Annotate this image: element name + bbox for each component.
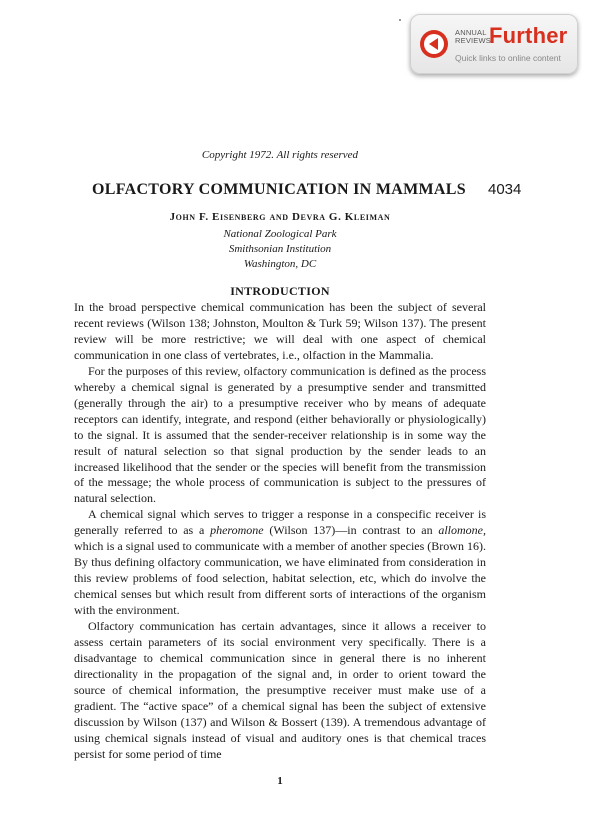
- paragraph-1: In the broad perspective chemical communication has been the subject of several recent reviews (Wilson 138; Johnston, Moulton & Turk 59; Wilson 137). The present review will be more restrictive; we will deal with one aspect of chemical communication in one class of vertebrates, i.e., olfaction in the Mammalia.: [74, 300, 486, 362]
- badge-subtitle: Quick links to online content: [455, 53, 561, 63]
- copyright-line: Copyright 1972. All rights reserved: [201, 149, 359, 161]
- article-code: 4034: [488, 181, 522, 198]
- page-number: 1: [277, 775, 283, 787]
- paragraph-3: A chemical signal which serves to trigger a response in a conspecific receiver is generally referred to as a pheromone (Wilson 137)—in contrast to an allomone, which is a signal used to communicate with a member of another species (Brown 16). By thus defining olfactory communication, we have eliminated from consideration in this review problems of food selection, habitat selection, etc, which do involve the chemical senses but which result from different sorts of interactions of the organism with the environment.: [74, 507, 486, 618]
- stray-dot: [399, 19, 401, 21]
- affiliation-line-2: Smithsonian Institution: [228, 243, 332, 255]
- term-pheromone: pheromone: [210, 523, 264, 538]
- badge-further-label: Further: [489, 23, 568, 48]
- section-heading: INTRODUCTION: [230, 284, 330, 298]
- affiliation-line-1: National Zoological Park: [223, 228, 337, 240]
- paragraph-4: Olfactory communication has certain advantages, since it allows a receiver to assess certain parameters of its social environment very specifically. There is a disadvantage to chemical communication since in general there is no inherent directionality in the propagation of the signal and, in order to orient toward the source of chemical information, the presumptive receiver must make use of a gradient. The “active space” of a chemical signal has been the subject of extensive discussion by Wilson (137) and Wilson & Bossert (139). A tremendous advantage of using chemical signals instead of visual and auditory ones is that chemical traces persist for some period of time: [74, 619, 486, 761]
- paragraph-2: For the purposes of this review, olfactory communication is defined as the process whereby a chemical signal is generated by a presumptive sender and transmitted (generally through the air) to a presumptive receiver who by means of adequate receptors can identify, integrate, and respond (either behaviorally or physiologically) to the signal. It is assumed that the sender-receiver relationship is in some way the result of natural selection so that signal production by the sender leads to an increased likelihood that the sender or the species will benefit from the transmission of the message; the whole process of communication is subject to the pressures of natural selection.: [74, 363, 486, 506]
- author-names: John F. Eisenberg and Devra G. Kleiman: [169, 211, 391, 223]
- affiliation-line-3: Washington, DC: [243, 258, 317, 270]
- play-back-icon: [419, 29, 449, 59]
- term-allomone: allomone,: [438, 523, 486, 538]
- article-title: OLFACTORY COMMUNICATION IN MAMMALS: [92, 181, 466, 198]
- article-body: [74, 300, 486, 763]
- badge-annual-reviews-label: ANNUAL REVIEWS: [455, 28, 491, 45]
- annual-reviews-further-badge[interactable]: [410, 14, 578, 74]
